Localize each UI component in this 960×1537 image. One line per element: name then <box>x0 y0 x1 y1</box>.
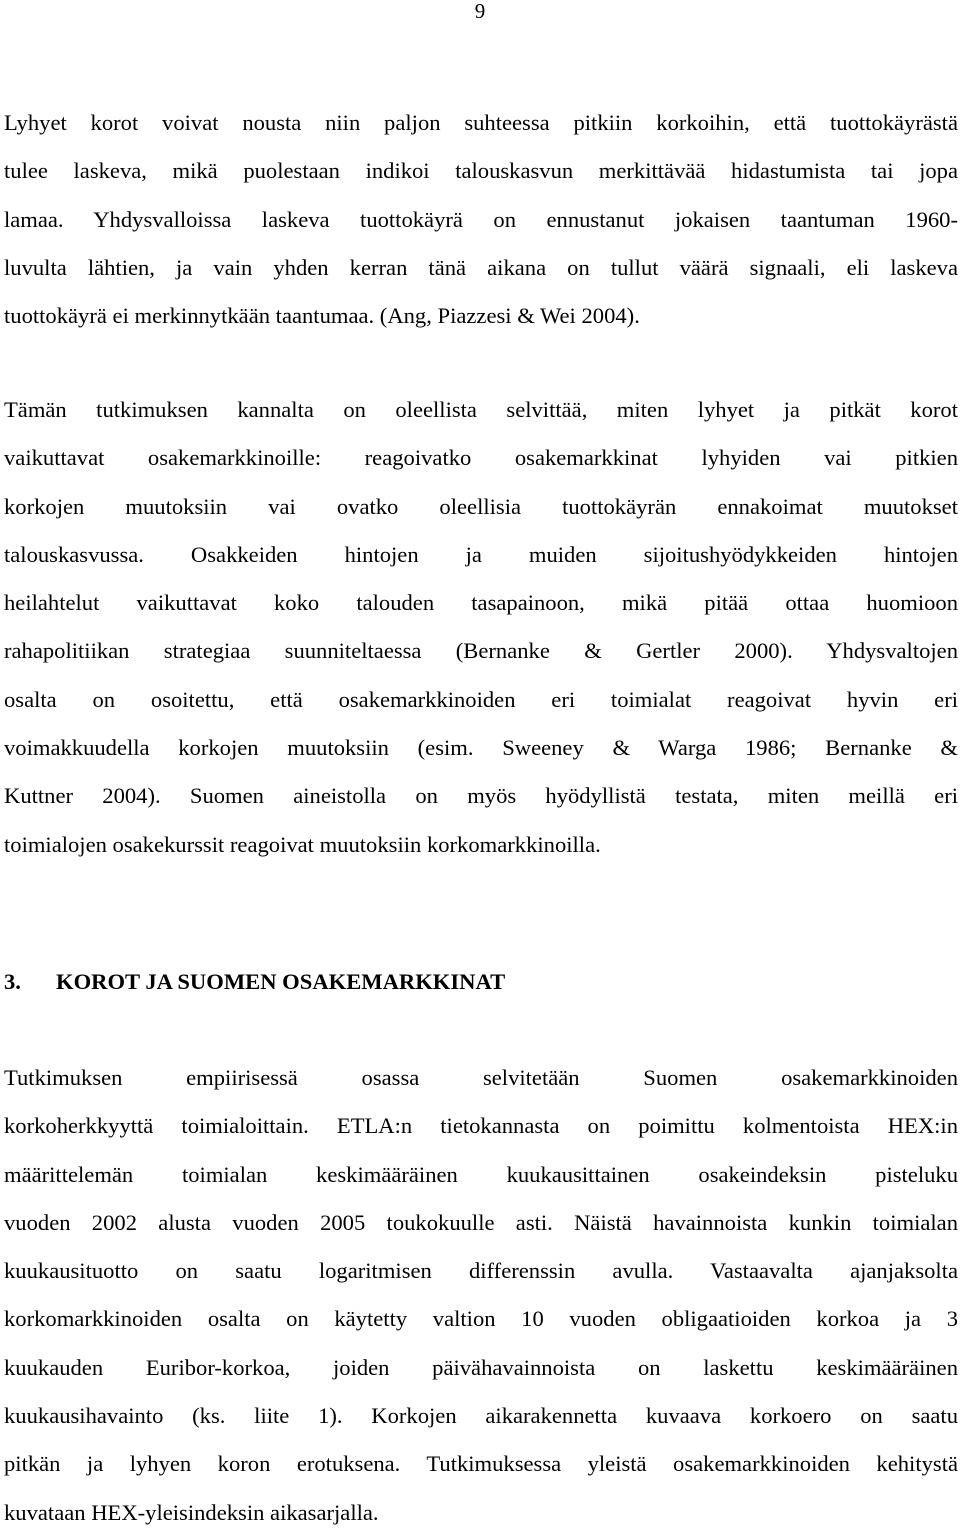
section-title: KOROT JA SUOMEN OSAKEMARKKINAT <box>56 969 506 994</box>
page-number: 9 <box>474 0 486 23</box>
text-line: luvulta lähtien, ja vain yhden kerran tänä aikana on tullut väärä signaali, eli laskeva <box>4 254 958 280</box>
text-line: Tämän tutkimuksen kannalta on oleellista selvittää, miten lyhyet ja pitkät korot <box>4 397 958 422</box>
text-line: voimakkuudella korkojen muutoksiin (esim. Sweeney & Warga 1986; Bernanke & <box>4 735 958 761</box>
paragraph-yield-curve <box>4 99 958 340</box>
text-line: korkomarkkinoiden osalta on käytetty valtion 10 vuoden obligaatioiden korkoa ja 3 <box>4 1306 958 1332</box>
text-line: pitkän ja lyhyen koron erotuksena. Tutkimuksessa yleistä osakemarkkinoiden kehitystä <box>4 1451 958 1477</box>
text-line: määrittelemän toimialan keskimääräinen kuukausittainen osakeindeksin pisteluku <box>4 1161 958 1187</box>
text-line: kuukausihavainto (ks. liite 1). Korkojen aikarakennetta kuvaava korkoero on saatu <box>4 1403 958 1429</box>
text-line: tulee laskeva, mikä puolestaan indikoi talouskasvun merkittävää hidastumista tai jopa <box>4 158 958 184</box>
text-line: toimialojen osakekurssit reagoivat muutoksiin korkomarkkinoilla. <box>4 831 601 857</box>
text-line: Tutkimuksen empiirisessä osassa selvitetään Suomen osakemarkkinoiden <box>4 1065 958 1090</box>
text-line: korkojen muutoksiin vai ovatko oleellisia tuottokäyrän ennakoimat muutokset <box>4 493 958 519</box>
section-number: 3. <box>4 969 21 994</box>
text-line: tuottokäyrä ei merkinnytkään taantumaa. (Ang, Piazzesi & Wei 2004). <box>4 303 640 329</box>
section-heading <box>4 962 505 1002</box>
text-line: Kuttner 2004). Suomen aineistolla on myös hyödyllistä testata, miten meillä eri <box>4 783 958 809</box>
paragraph-research-motivation <box>4 386 958 869</box>
text-line: korkoherkkyyttä toimialoittain. ETLA:n tietokannasta on poimittu kolmentoista HEX:in <box>4 1113 958 1139</box>
text-line: osalta on osoitettu, että osakemarkkinoiden eri toimialat reagoivat hyvin eri <box>4 686 958 712</box>
paragraph-empirical-data <box>4 1054 958 1537</box>
text-line: kuukausituotto on saatu logaritmisen differenssin avulla. Vastaavalta ajanjaksolta <box>4 1258 958 1284</box>
text-line: kuvataan HEX-yleisindeksin aikasarjalla. <box>4 1499 379 1525</box>
text-line: lamaa. Yhdysvalloissa laskeva tuottokäyrä on ennustanut jokaisen taantuman 1960- <box>4 206 958 232</box>
text-line: Lyhyet korot voivat nousta niin paljon suhteessa pitkiin korkoihin, että tuottokäyrästä <box>4 110 958 135</box>
text-line: kuukauden Euribor-korkoa, joiden päivähavainnoista on laskettu keskimääräinen <box>4 1354 958 1380</box>
text-line: vuoden 2002 alusta vuoden 2005 toukokuulle asti. Näistä havainnoista kunkin toimialan <box>4 1209 958 1235</box>
text-line: heilahtelut vaikuttavat koko talouden tasapainoon, mikä pitää ottaa huomioon <box>4 590 958 616</box>
text-line: rahapolitiikan strategiaa suunniteltaessa (Bernanke & Gertler 2000). Yhdysvaltojen <box>4 638 958 664</box>
text-line: vaikuttavat osakemarkkinoille: reagoivatko osakemarkkinat lyhyiden vai pitkien <box>4 445 958 471</box>
text-line: talouskasvussa. Osakkeiden hintojen ja muiden sijoitushyödykkeiden hintojen <box>4 541 958 567</box>
